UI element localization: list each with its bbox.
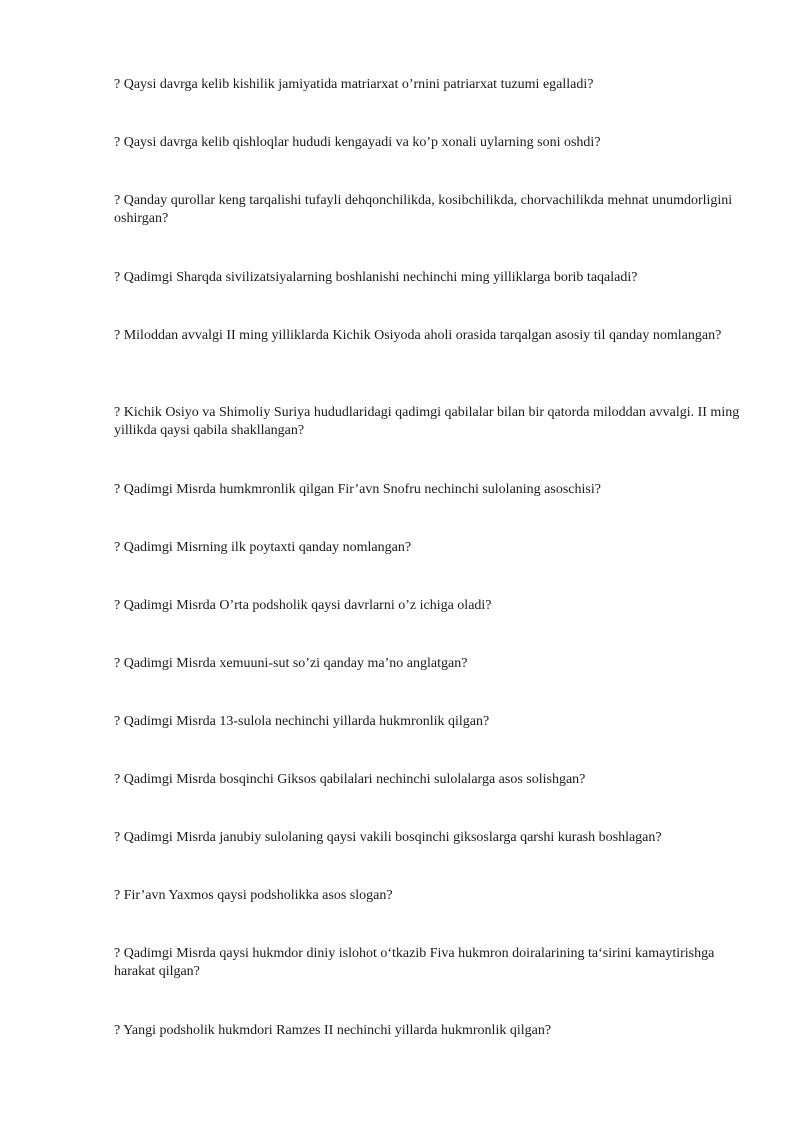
question-9: ? Qadimgi Misrda O’rta podsholik qaysi davrlarni o’z ichiga oladi? — [114, 598, 492, 613]
question-2: ? Qaysi davrga kelib qishloqlar hududi kengayadi va ko’p xonali uylarning soni oshdi? — [114, 135, 601, 150]
question-11: ? Qadimgi Misrda 13-sulola nechinchi yillarda hukmronlik qilgan? — [114, 714, 490, 729]
question-3: ? Qanday qurollar keng tarqalishi tufayli dehqonchilikda, kosibchilikda, chorvachilikda mehnat unumdorligini oshirgan? — [114, 193, 733, 226]
question-10: ? Qadimgi Misrda xemuuni-sut so’zi qanday ma’no anglatgan? — [114, 656, 468, 671]
question-13: ? Qadimgi Misrda janubiy sulolaning qaysi vakili bosqinchi giksoslarga qarshi kurash boshlagan? — [114, 830, 662, 845]
question-8: ? Qadimgi Misrning ilk poytaxti qanday nomlangan? — [114, 540, 412, 555]
question-16: ? Yangi podsholik hukmdori Ramzes II nechinchi yillarda hukmronlik qilgan? — [114, 1023, 552, 1038]
question-7: ? Qadimgi Misrda humkmronlik qilgan Fir’avn Snofru nechinchi sulolaning asoschisi? — [114, 482, 601, 497]
question-15: ? Qadimgi Misrda qaysi hukmdor diniy islohot o‘tkazib Fiva hukmron doiralarining ta‘sirini kamaytirishga harakat qilgan? — [114, 946, 715, 979]
question-14: ? Fir’avn Yaxmos qaysi podsholikka asos slogan? — [114, 888, 393, 903]
question-12: ? Qadimgi Misrda bosqinchi Giksos qabilalari nechinchi sulolalarga asos solishgan? — [114, 772, 586, 787]
question-1: ? Qaysi davrga kelib kishilik jamiyatida matriarxat o’rnini patriarxat tuzumi egalladi? — [114, 77, 594, 92]
question-6: ? Kichik Osiyo va Shimoliy Suriya hududlaridagi qadimgi qabilalar bilan bir qatorda miloddan avvalgi. II ming yillikda qaysi qabila shakllangan? — [114, 405, 740, 438]
question-5: ? Miloddan avvalgi II ming yilliklarda Kichik Osiyoda aholi orasida tarqalgan asosiy til qanday nomlangan? — [114, 328, 722, 343]
question-4: ? Qadimgi Sharqda sivilizatsiyalarning boshlanishi nechinchi ming yilliklarga borib taqaladi? — [114, 270, 638, 285]
